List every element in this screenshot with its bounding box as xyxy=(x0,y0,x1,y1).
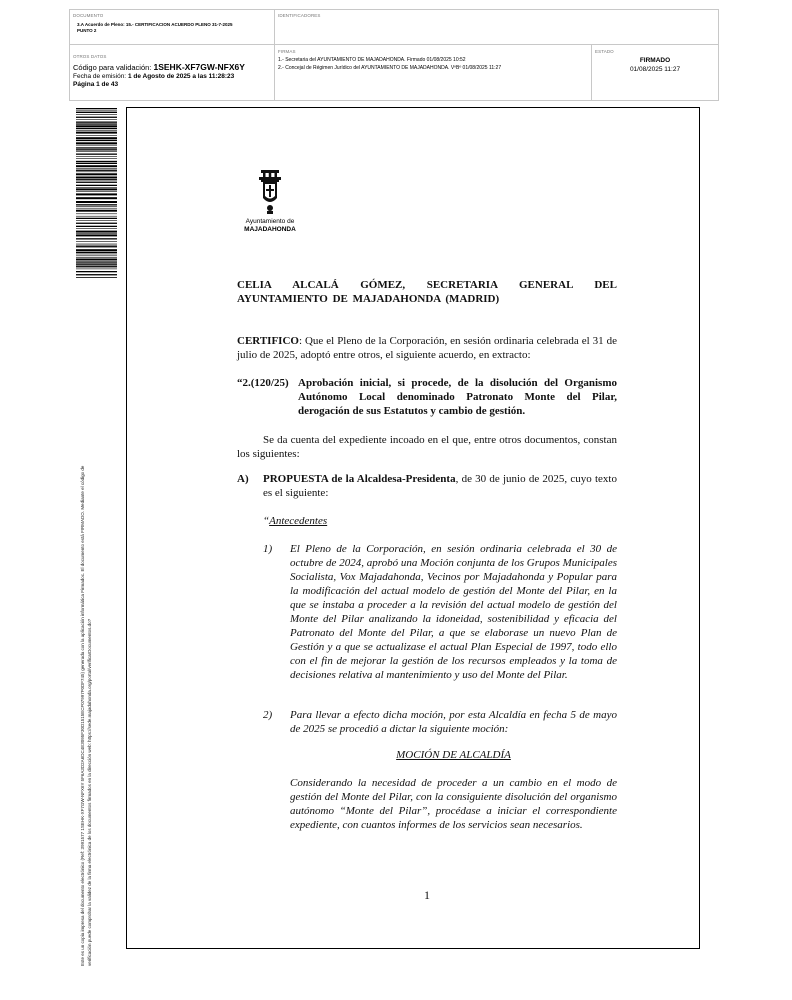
codigo-validacion xyxy=(73,62,245,72)
barcode xyxy=(76,108,117,278)
certifico-text: : Que el Pleno de la Corporación, en sesión ordinaria celebrada el 31 de julio de 2025, adoptó entre otros, el siguiente acuerdo, en extracto: xyxy=(237,335,617,361)
p1-number: 1) xyxy=(263,543,273,555)
antecedentes-quote: “ xyxy=(263,515,270,527)
antecedentes-heading xyxy=(263,514,327,528)
mocion-title: MOCIÓN DE ALCALDÍA xyxy=(396,749,511,761)
fecha-label: Fecha de emisión: xyxy=(73,73,127,80)
documento-label: DOCUMENTO xyxy=(73,13,104,18)
certifico-paragraph xyxy=(237,334,617,362)
estado-label: ESTADO xyxy=(595,49,614,54)
sidebar-verification-text xyxy=(80,466,93,966)
estado-value: FIRMADO xyxy=(639,57,671,64)
identificadores-label: IDENTIFICADORES xyxy=(278,13,321,18)
otros-datos-label: OTROS DATOS xyxy=(73,54,107,59)
p2-text: Para llevar a efecto dicha moción, por esta Alcaldía en fecha 5 de mayo de 2025 se procedió a dictar la siguiente moción: xyxy=(290,709,617,735)
heading: CELIA ALCALÁ GÓMEZ, SECRETARIA GENERAL DEL AYUNTAMIENTO DE MAJADAHONDA (MADRID) xyxy=(237,279,617,305)
document-page xyxy=(126,107,700,949)
a-bold: PROPUESTA de la Alcaldesa-Presidenta xyxy=(263,473,456,485)
sidebar-line-2: verificación puede comprobar la validez de la firma electrónica de los documentos firmados en la dirección web: https://sede.majadahonda.org/portal/verificarDocumentos.do? xyxy=(86,618,92,966)
firmas-label: FIRMAS xyxy=(278,49,296,54)
codigo-value: 1SEHK-XF7GW-NFX6Y xyxy=(153,62,245,72)
header-identificadores-cell xyxy=(274,9,719,45)
a-label: A) xyxy=(237,473,249,485)
logo-line-1: Ayuntamiento de xyxy=(245,218,295,225)
header-firmas-cell xyxy=(274,44,592,101)
item-number: “2.(120/25) xyxy=(237,377,289,389)
documento-line2: PUNTO 2 xyxy=(77,28,97,33)
p2-number: 2) xyxy=(263,709,273,721)
pagina: Página 1 de 43 xyxy=(73,81,119,88)
p1-text: El Pleno de la Corporación, en sesión ordinaria celebrada el 30 de octubre de 2024, aprobó una Moción conjunta de los Grupos Municipales Socialista, Vox Majadahonda, Vecinos por Majadahonda y Popular para la modificación del actual modelo de gestión del Monte del Pilar, en la que se instaba a proceder a la revisión del actual modelo de gestión del Monte del Pilar analizando la idoneidad, sostenibilidad y eficacia del Patronato del Monte del Pilar, a que se elaborase un nuevo Plan de Gestión y a que se actualizase el actual Plan Especial de 1997, todo ello con el fin de mejorar la gestión de los recursos empleados y la toma de decisiones relativa al mantenimiento y uso del Monte del Pilar. xyxy=(290,543,617,681)
page-number: 1 xyxy=(424,888,430,902)
estado-fecha: 01/08/2025 11:27 xyxy=(629,66,681,73)
codigo-label: Código para validación: xyxy=(73,63,152,72)
documento-line1: 3.A Acuerdo de Pleno: 15.- CERTIFICACION ACUERDO PLENO 31-7-2025 xyxy=(77,22,233,27)
a-paragraph xyxy=(263,472,617,500)
a-text: , de 30 de junio de 2025, cuyo texto es el siguiente: xyxy=(263,473,617,499)
fecha-emision xyxy=(73,73,234,80)
fecha-value: 1 de Agosto de 2025 a las 11:28:23 xyxy=(127,73,235,80)
sidebar-line-1: Este es un copia impresa del documento electrónico (Ref: 3991577 1SEHK-XF7GW-NFX6Y 5F6A3D2A6DC4E3095F30D1515ECF07997F0DF745) generada con la aplicación informática Firmadoc. El documento está FIRMADO. Mediante el código de xyxy=(80,465,85,966)
firma-2: 2.- Concejal de Régimen Jurídico del AYUNTAMIENTO DE MAJADAHONDA. VºBº 01/08/2025 11:27 xyxy=(278,65,502,71)
antecedentes-label: Antecedentes xyxy=(269,515,328,527)
majadahonda-crest-icon xyxy=(258,170,282,214)
logo-line-2: MAJADAHONDA xyxy=(244,226,296,233)
intro-paragraph: Se da cuenta del expediente incoado en el que, entre otros documentos, constan los siguientes: xyxy=(237,434,617,460)
certifico-label: CERTIFICO xyxy=(237,335,299,347)
firma-1: 1.- Secretaria del AYUNTAMIENTO DE MAJADAHONDA. Firmado 01/08/2025 10:52 xyxy=(278,57,466,63)
mocion-text: Considerando la necesidad de proceder a un cambio en el modo de gestión del Monte del Pilar, con la consiguiente disolución del organismo autónomo “Monte del Pilar”, procédase a iniciar el correspondiente expediente, con cuantos informes de los servicios sean necesarios. xyxy=(290,777,617,831)
item-title: Aprobación inicial, si procede, de la disolución del Organismo Autónomo Local denominado Patronato Monte del Pilar, derogación de sus Estatutos y cambio de gestión. xyxy=(298,377,617,417)
